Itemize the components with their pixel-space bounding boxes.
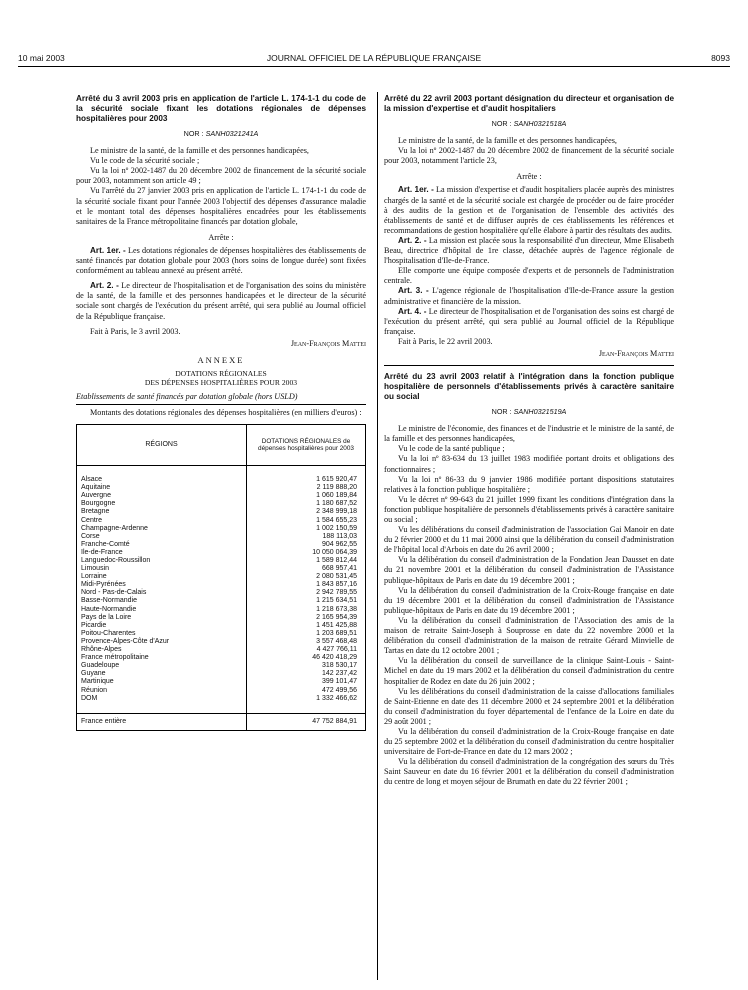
table-row [77, 492, 366, 500]
paragraph: Vu la loi nº 2002-1487 du 20 décembre 2002 de financement de la sécurité sociale pour 2003, notamment l'article 23, [384, 146, 674, 166]
nor-prefix: NOR : [491, 119, 512, 128]
paragraph: Vu les délibérations du conseil d'administration de la caisse d'allocations familiales de Saint-Etienne en date des 11 décembre 2000 et 24 septembre 2001 et la délibération du conseil d'administration du foyer départemental de l'enfance de la Loire en date du 29 août 2001 ; [384, 686, 674, 726]
article-text: Le directeur de l'hospitalisation et de l'organisation des soins du ministère de la santé, de la famille et des personnes handicapées et le directeur de la sécurité sociale sont chargés de l'exécution du présent arrêté, qui sera publié au Journal officiel de la République française. [76, 281, 366, 321]
region-name: Franche-Comté [77, 541, 247, 549]
nor-reference [384, 119, 674, 129]
region-name: Rhône-Alpes [77, 646, 247, 654]
region-allocation: 1 060 189,84 [247, 492, 366, 500]
article-text: Le directeur de l'hospitalisation et de l'organisation des soins est chargé de l'exécution du présent arrêté, qui sera publié au Journal officiel de la République française. [384, 306, 674, 336]
table-row [77, 630, 366, 638]
region-name: Haute-Normandie [77, 606, 247, 614]
signing-date: Fait à Paris, le 22 avril 2003. [398, 336, 493, 346]
table-row [77, 662, 366, 670]
region-name: Picardie [77, 622, 247, 630]
paragraph: Vu les délibérations du conseil d'administration de l'association Gai Manoir en date du 2 février 2000 et du 11 mai 2000 ainsi que la délibération du conseil d'administration de l'hôpital local d'Arbois en date du 26 avril 2000 ; [384, 525, 674, 555]
regional-allocation-table [76, 424, 366, 731]
article-label: Art. 2. - [90, 281, 119, 291]
page-number: 8093 [711, 53, 730, 63]
region-allocation: 1 215 634,51 [247, 597, 366, 605]
table-row [77, 533, 366, 541]
region-allocation: 1 589 812,44 [247, 557, 366, 565]
article-label: Art. 1er. - [90, 245, 126, 255]
table-row [77, 597, 366, 605]
paragraph: Vu la délibération du conseil d'administration de la Fondation Jean Dausset en date du 21 novembre 2001 et la délibération du conseil d'administration de l'Assistance publique-hôpitaux de Paris en date du 19 décembre 2001 ; [384, 555, 674, 585]
annexe-subtitle-line: DES DÉPENSES HOSPITALIÈRES POUR 2003 [144, 378, 298, 388]
table-row [77, 565, 366, 573]
table-row [77, 525, 366, 533]
region-allocation: 1 180 687,52 [247, 500, 366, 508]
section-rule [384, 365, 674, 366]
region-name: Midi-Pyrénées [77, 581, 247, 589]
nor-prefix: NOR : [491, 407, 512, 417]
paragraph: Vu la délibération du conseil de surveillance de la clinique Saint-Louis - Saint-Michel en date du 19 mars 2002 et la délibération du conseil d'administration du centre hospitalier de Rodez en date du 26 juin 2002 ; [384, 656, 674, 686]
nor-reference [76, 129, 366, 139]
article-text: Les dotations régionales de dépenses hospitalières des établissements de santé financés par dotation globale pour 2003 (hors soins de longue durée) sont fixées conformément au tableau annexé au présent arrêté. [76, 245, 366, 276]
article-3 [384, 286, 674, 306]
paragraph: Le ministre de la santé, de la famille et des personnes handicapées, [398, 136, 617, 146]
region-allocation: 1 615 920,47 [247, 476, 366, 484]
region-name: Centre [77, 517, 247, 525]
region-name: Nord - Pas-de-Calais [77, 589, 247, 597]
region-allocation: 10 050 064,39 [247, 549, 366, 557]
region-allocation: 1 218 673,38 [247, 606, 366, 614]
region-name: Alsace [77, 476, 247, 484]
paragraph: Vu la loi nº 2002-1487 du 20 décembre 2002 de financement de la sécurité sociale pour 2003, notamment son article 49 ; [76, 166, 366, 186]
region-allocation: 1 332 466,62 [247, 695, 366, 703]
decree-title: Arrêté du 23 avril 2003 relatif à l'intégration dans la fonction publique hospitalière de personnels d'établissements privés à caractère sanitaire ou social [384, 372, 674, 402]
paragraph: Vu la loi nº 83-634 du 13 juillet 1983 modifiée portant droits et obligations des fonctionnaires ; [384, 454, 674, 474]
table-row [77, 614, 366, 622]
region-name: Bretagne [77, 508, 247, 516]
region-allocation: 1 203 689,51 [247, 630, 366, 638]
table-row [77, 622, 366, 630]
region-allocation: 2 165 954,39 [247, 614, 366, 622]
region-allocation: 2 942 789,55 [247, 589, 366, 597]
paragraph: Vu le code de la sécurité sociale ; [90, 156, 200, 166]
region-allocation: 46 420 418,29 [247, 654, 366, 662]
signing-date: Fait à Paris, le 3 avril 2003. [90, 326, 181, 336]
annexe-subtitle [76, 369, 366, 388]
region-allocation: 3 557 468,48 [247, 638, 366, 646]
table-row [77, 508, 366, 516]
paragraph: Vu la délibération du conseil d'administration de l'Association des amis de la maison de retraite Saint-Joseph à Souprosse en date du 22 novembre 2000 et la délibération du conseil d'administration de la maison de retraite Gérard Minvielle de Tartas en date du 12 octobre 2001 ; [384, 615, 674, 656]
region-allocation: 472 499,56 [247, 687, 366, 695]
paragraph: Vu la délibération du conseil d'administration de la Croix-Rouge française en date du 25 septembre 2002 et la délibération du conseil d'administration du centre hospitalier universitaire de Fort-de-France en date du 12 mars 2002 ; [384, 726, 674, 757]
region-name: Champagne-Ardenne [77, 525, 247, 533]
region-name: Languedoc-Roussillon [77, 557, 247, 565]
region-allocation: 668 957,41 [247, 565, 366, 573]
region-allocation: 1 451 425,88 [247, 622, 366, 630]
paragraph: Le ministre de l'économie, des finances et de l'industrie et le ministre de la santé, de la famille et des personnes handicapées, [384, 424, 674, 444]
article-label: Art. 4. - [398, 306, 427, 316]
region-name: Lorraine [77, 573, 247, 581]
article-1 [76, 246, 366, 276]
table-row [77, 670, 366, 678]
region-name: Réunion [77, 687, 247, 695]
column-header-allocations: DOTATIONS RÉGIONALES de dépenses hospitalières pour 2003 [247, 425, 366, 466]
page-header [18, 50, 730, 67]
region-allocation: 2 080 531,45 [247, 573, 366, 581]
region-name: Provence-Alpes-Côte d'Azur [77, 638, 247, 646]
article-label: Art. 1er. - [398, 185, 434, 195]
region-allocation: 1 584 655,23 [247, 517, 366, 525]
article-text: La mission est placée sous la responsabilité d'un directeur, Mme Elisabeth Beau, directrice d'hôpital de 1re classe, détachée auprès de l'agence régionale de l'hospitalisation d'Ile-de-France. [384, 235, 674, 266]
region-name: Aquitaine [77, 484, 247, 492]
region-name: DOM [77, 695, 247, 703]
issue-date: 10 mai 2003 [18, 53, 65, 63]
annexe-subtitle-line: DOTATIONS RÉGIONALES [175, 368, 267, 378]
table-row [77, 606, 366, 614]
nor-code: SANH0321241A [205, 129, 259, 138]
region-allocation: 904 962,55 [247, 541, 366, 549]
region-name: Ile-de-France [77, 549, 247, 557]
arrete-heading: Arrête : [208, 232, 234, 242]
table-row [77, 476, 366, 484]
region-allocation: 318 530,17 [247, 662, 366, 670]
article-2 [384, 236, 674, 266]
amounts-intro: Montants des dotations régionales des dépenses hospitalières (en milliers d'euros) : [90, 407, 362, 417]
table-row [77, 500, 366, 508]
paragraph: Vu la loi nº 86-33 du 9 janvier 1986 modifiée portant dispositions statutaires relatives à la fonction publique hospitalière ; [384, 474, 674, 494]
establishment-scope: Etablissements de santé financés par dotation globale (hors USLD) [76, 392, 366, 405]
region-allocation: 188 113,03 [247, 533, 366, 541]
region-name: Bourgogne [77, 500, 247, 508]
total-value: 47 752 884,91 [247, 713, 366, 730]
region-name: France métropolitaine [77, 654, 247, 662]
region-name: Corse [77, 533, 247, 541]
table-row [77, 557, 366, 565]
region-name: Auvergne [77, 492, 247, 500]
table-row [77, 695, 366, 703]
region-name: Martinique [77, 678, 247, 686]
paragraph: Vu le décret nº 99-643 du 21 juillet 1999 fixant les conditions d'intégration dans la fonction publique hospitalière de personnels d'établissements privés à caractère sanitaire ou social ; [384, 494, 674, 524]
table-row [77, 589, 366, 597]
table-row [77, 541, 366, 549]
arrete-heading: Arrête : [516, 172, 542, 182]
left-column [76, 94, 366, 731]
table-row [77, 573, 366, 581]
region-allocation: 1 843 857,16 [247, 581, 366, 589]
paragraph: Vu la délibération du conseil d'administration de la congrégation des sœurs du Très Saint Sauveur en date du 16 février 2001 et la délibération du conseil d'administration du centre de long et moyen séjour de Brumath en date du 22 février 2001 ; [384, 757, 674, 787]
region-allocation: 1 002 150,59 [247, 525, 366, 533]
journal-title: JOURNAL OFFICIEL DE LA RÉPUBLIQUE FRANÇAISE [266, 53, 482, 63]
table-total-row [77, 713, 366, 730]
region-name: Poitou-Charentes [77, 630, 247, 638]
article-text: La mission d'expertise et d'audit hospitaliers placée auprès des ministres chargés de la santé et de la sécurité sociale est chargée de procéder ou de faire procéder à des audits de la gestion et de l'organisation de l'ensemble des activités des établissements de santé et de diffuser auprès de ces établissements les références et recommandations de gestion hospitalière qu'elle élabore à partir des résultats des audits. [384, 185, 674, 235]
paragraph: Elle comporte une équipe composée d'experts et de personnels de l'administration centrale. [384, 266, 674, 286]
article-text: L'agence régionale de l'hospitalisation d'Ile-de-France assure la gestion administrative et financière de la mission. [384, 286, 674, 306]
table-row [77, 581, 366, 589]
paragraph: Vu la délibération du conseil d'administration de la Croix-Rouge française en date du 19 décembre 2001 et la délibération du conseil d'administration de l'Assistance publique-hôpitaux de Paris en date du 19 décembre 2001 ; [384, 585, 674, 615]
decree-title: Arrêté du 22 avril 2003 portant désignation du directeur et organisation de la mission d'expertise et d'audit hospitaliers [384, 94, 674, 113]
article-label: Art. 3. - [398, 286, 429, 296]
region-allocation: 2 348 999,18 [247, 508, 366, 516]
region-name: Limousin [77, 565, 247, 573]
nor-code: SANH0321518A [513, 119, 567, 128]
article-2 [76, 281, 366, 321]
signature: Jean-François Mattei [598, 348, 674, 358]
region-name: Pays de la Loire [77, 614, 247, 622]
table-row [77, 687, 366, 695]
region-allocation: 4 427 766,11 [247, 646, 366, 654]
table-row [77, 678, 366, 686]
article-label: Art. 2. - [398, 235, 427, 245]
region-name: Guadeloupe [77, 662, 247, 670]
column-header-regions: RÉGIONS [77, 425, 247, 466]
table-row [77, 646, 366, 654]
table-row [77, 484, 366, 492]
table-row [77, 549, 366, 557]
column-divider [377, 92, 378, 980]
region-name: Guyane [77, 670, 247, 678]
annexe-heading: ANNEXE [197, 354, 245, 365]
paragraph: Le ministre de la santé, de la famille et des personnes handicapées, [90, 146, 309, 156]
region-allocation: 399 101,47 [247, 678, 366, 686]
region-name: Basse-Normandie [77, 597, 247, 605]
table-row [77, 517, 366, 525]
total-label: France entière [77, 713, 247, 730]
region-allocation: 2 119 888,20 [247, 484, 366, 492]
table-row [77, 638, 366, 646]
signature: Jean-François Mattei [290, 338, 366, 348]
article-1 [384, 185, 674, 235]
nor-code: SANH0321519A [513, 407, 567, 417]
paragraph: Vu le code de la santé publique ; [398, 444, 505, 454]
decree-title: Arrêté du 3 avril 2003 pris en application de l'article L. 174-1-1 du code de la sécurité sociale fixant les dotations régionales de dépenses hospitalières pour 2003 [76, 94, 366, 123]
table-body [77, 466, 366, 731]
table-row [77, 654, 366, 662]
right-column [384, 94, 674, 788]
nor-reference [384, 407, 674, 417]
article-4 [384, 307, 674, 337]
nor-prefix: NOR : [183, 129, 204, 138]
paragraph: Vu l'arrêté du 27 janvier 2003 pris en application de l'article L. 174-1-1 du code de la sécurité sociale fixant pour l'année 2003 l'objectif des dépenses d'assurance maladie et le montant total des dépenses hospitalières encadrées pour les établissements sanitaires de la France métropolitaine financés par dotation globale, [76, 186, 366, 226]
region-allocation: 142 237,42 [247, 670, 366, 678]
